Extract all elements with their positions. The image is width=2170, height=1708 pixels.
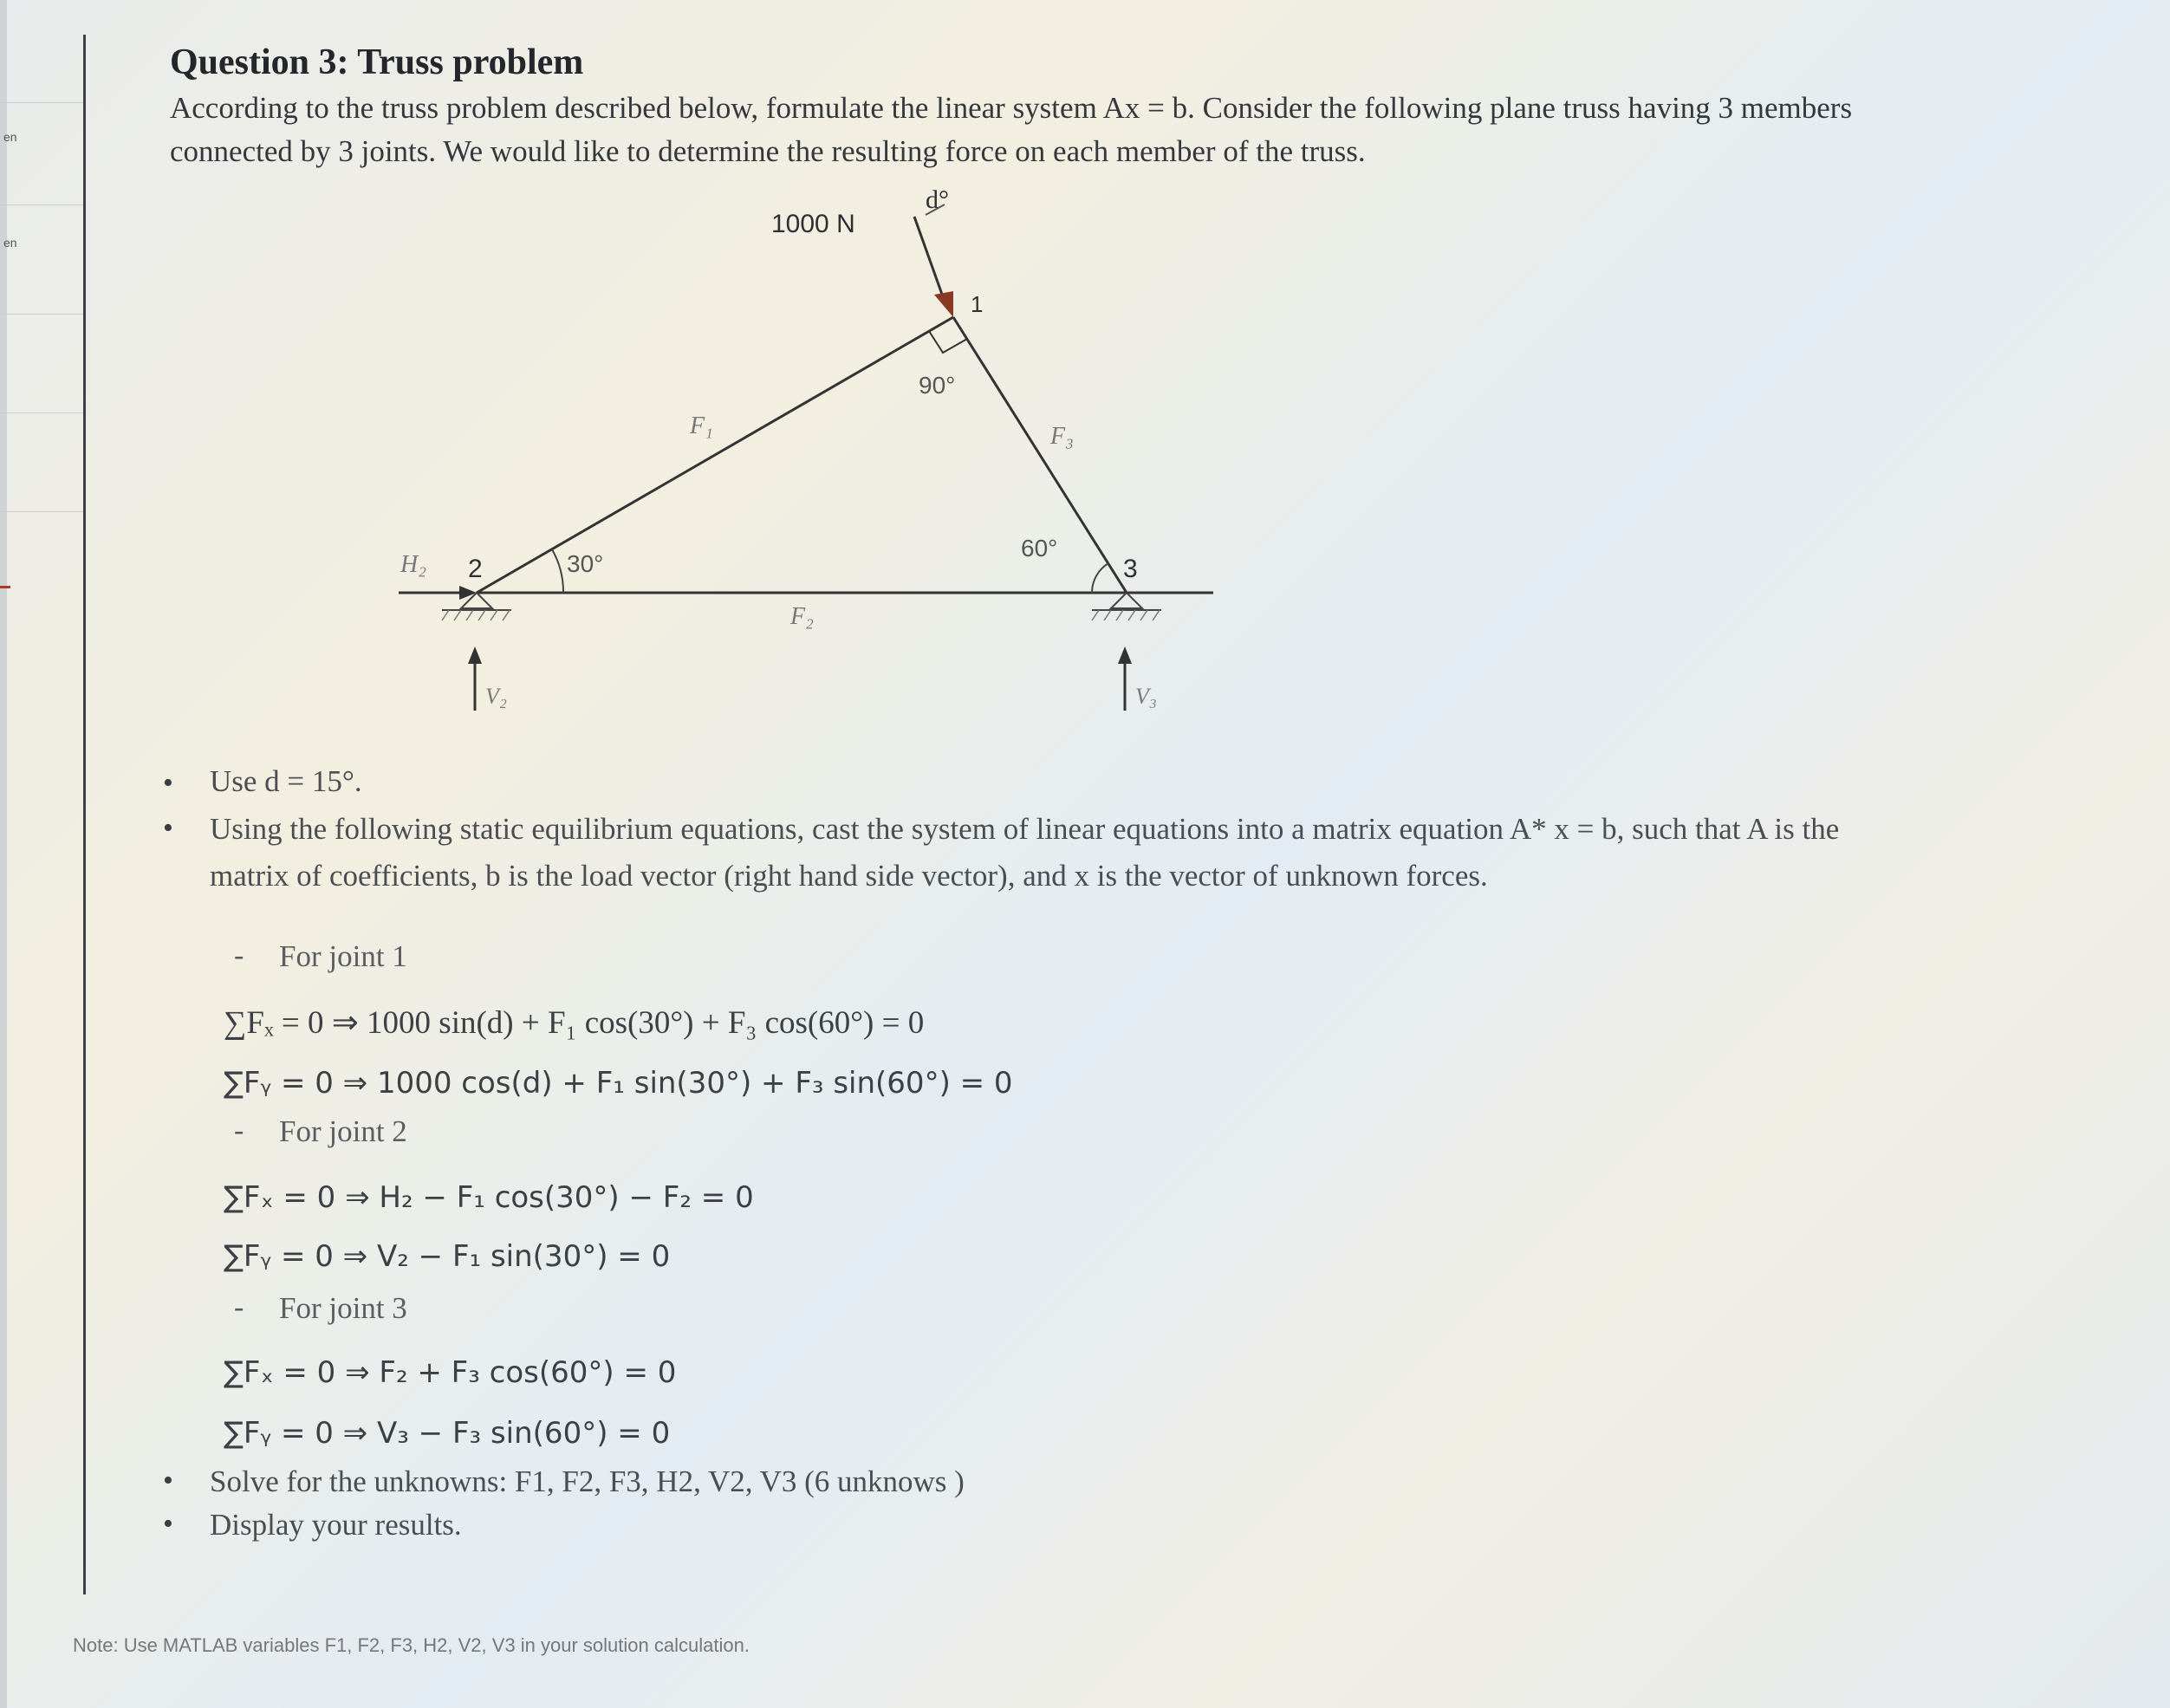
joint-1-label: 1 (971, 291, 984, 317)
member-f2-label: F₂ (790, 603, 814, 630)
joint-2-eq-y: ∑Fᵧ = 0 ⇒ V₂ − F₁ sin(30°) = 0 (224, 1239, 671, 1274)
margin-divider (0, 412, 83, 413)
v2-arrow-head (468, 646, 482, 664)
margin-tick (0, 586, 10, 588)
load-arrow-shaft (914, 217, 945, 302)
support-joint-3 (1111, 593, 1142, 608)
left-margin-strip (0, 0, 7, 1708)
joint-2-label: For joint 2 (279, 1114, 407, 1148)
joint-3-eq-x: ∑Fₓ = 0 ⇒ F₂ + F₃ cos(60°) = 0 (224, 1355, 677, 1390)
margin-divider (0, 314, 83, 315)
joint-3-label: For joint 3 (279, 1291, 407, 1325)
bullet-dot: • (163, 1508, 173, 1540)
load-label: 1000 N (771, 210, 855, 238)
joint-3-label: 3 (1123, 555, 1138, 583)
member-f1-label: F₁ (690, 412, 713, 439)
angle-60-label: 60° (1021, 535, 1058, 562)
joint-1-eq-x: ∑Fₓ = 0 ⇒ 1000 sin(d) + F₁ cos(30°) + F₃ cos(60°) = 0 (224, 1005, 925, 1041)
display-instruction: Display your results. (210, 1508, 462, 1542)
bullet-dot: • (163, 1464, 173, 1497)
joint-3-eq-y: ∑Fᵧ = 0 ⇒ V₃ − F₃ sin(60°) = 0 (224, 1416, 671, 1451)
angle-90-label: 90° (919, 372, 956, 399)
margin-divider (0, 511, 83, 512)
margin-mark: en (3, 236, 17, 250)
margin-mark: en (3, 130, 17, 144)
left-rule (83, 35, 86, 1594)
equilibrium-instruction: Using the following static equilibrium equations, cast the system of linear equations into a matrix equation A* x = b, such that A is the matrix of coefficients, b is the load vector (right hand side vector), and x is the vector of unknown forces. (210, 812, 1840, 893)
footer-note: Note: Use MATLAB variables F1, F2, F3, H2, V2, V3 in your solution calculation. (73, 1634, 750, 1656)
member-f1 (477, 317, 956, 593)
angle-30-label: 30° (567, 550, 604, 577)
member-f3-label: F₃ (1050, 423, 1074, 450)
angle-arc-30 (552, 549, 563, 593)
bullet-dot: • (163, 812, 173, 844)
truss-diagram (347, 173, 1213, 728)
joint-2-eq-x: ∑Fₓ = 0 ⇒ H₂ − F₁ cos(30°) − F₂ = 0 (224, 1180, 754, 1215)
question-intro: According to the truss problem described below, formulate the linear system Ax = b. Consider the following plane truss having 3 members connected by 3 joints. We would like to determine the resulting force on each member of the truss. (170, 91, 1853, 168)
bullet-dot: • (163, 767, 173, 799)
v2-label: V₂ (485, 684, 507, 709)
load-arrow-head (934, 291, 953, 317)
sub-dash: - (234, 939, 244, 971)
angle-arc-60 (1092, 563, 1108, 593)
v3-arrow-head (1118, 646, 1132, 664)
solve-instruction: Solve for the unknowns: F1, F2, F3, H2, V2, V3 (6 unknows ) (210, 1464, 965, 1498)
use-d-text: Use d = 15°. (210, 764, 362, 798)
h2-label: H₂ (400, 551, 426, 578)
question-title: Question 3: Truss problem (170, 42, 584, 82)
v3-label: V₃ (1135, 684, 1157, 709)
joint-1-label: For joint 1 (279, 939, 407, 973)
joint-1-eq-y: ∑Fᵧ = 0 ⇒ 1000 cos(d) + F₁ sin(30°) + F₃ sin(60°) = 0 (224, 1066, 1013, 1101)
right-angle-marker (929, 317, 967, 353)
h2-arrow-head (459, 586, 477, 600)
joint-2-label: 2 (468, 555, 483, 583)
angle-d-label: d° (926, 185, 949, 214)
sub-dash: - (234, 1291, 244, 1323)
margin-divider (0, 102, 83, 103)
sub-dash: - (234, 1114, 244, 1146)
